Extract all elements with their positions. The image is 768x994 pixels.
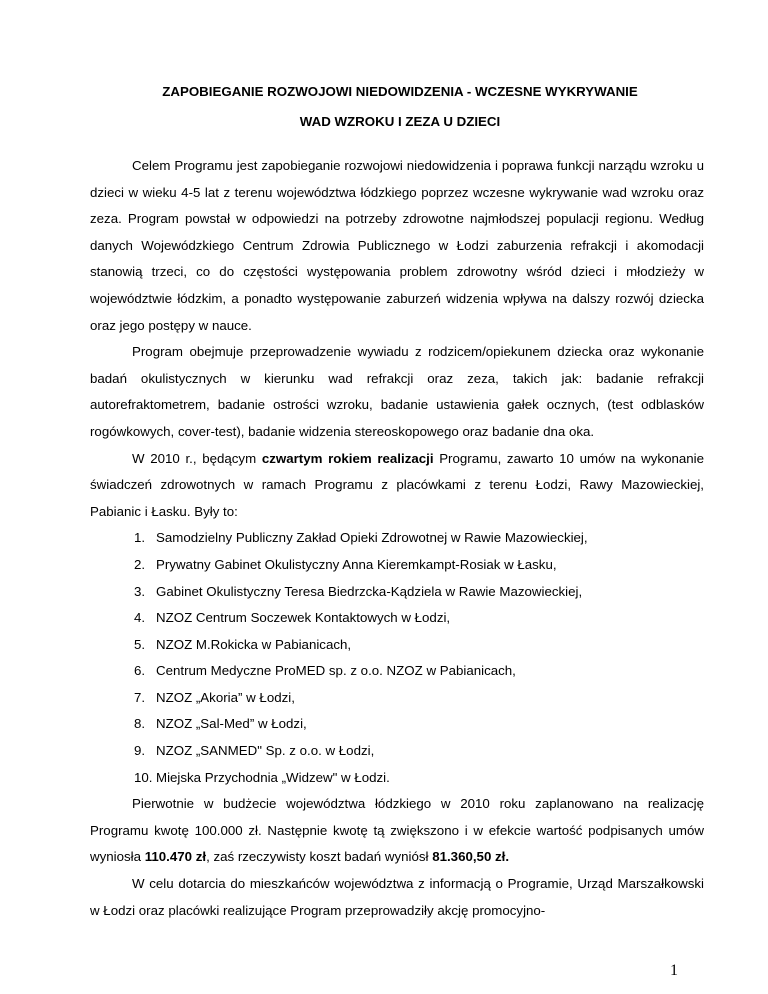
list-item-number: 10. — [134, 769, 153, 785]
list-item-text: Centrum Medyczne ProMED sp. z o.o. NZOZ w Pabianicach, — [156, 663, 516, 679]
list-item — [134, 632, 704, 659]
paragraph-4 — [90, 791, 704, 871]
paragraph-2: Program obejmuje przeprowadzenie wywiadu z rodzicem/opiekunem dziecka oraz wykonanie badań okulistycznych w kierunku wad refrakcji oraz zeza, takich jak: badanie refrakcji autorefraktometrem, badanie ostrości wzroku, badanie ustawienia gałek ocznych, (test odblasków rogówkowych, cover-test), badanie widzenia stereoskopowego oraz badanie dna oka. — [90, 344, 704, 439]
list-item-number: 6. — [134, 663, 146, 679]
list-item — [134, 552, 704, 579]
list-item-text: NZOZ „Sal-Med” w Łodzi, — [156, 716, 307, 732]
page-number: 1 — [670, 962, 678, 979]
actual-cost: 81.360,50 zł. — [432, 849, 510, 865]
list-item — [134, 525, 704, 552]
list-item — [134, 579, 704, 606]
list-item-text: NZOZ M.Rokicka w Pabianicach, — [156, 636, 352, 652]
list-item — [134, 658, 704, 685]
paragraph-3-part-a: W 2010 r., będącym — [132, 450, 262, 466]
list-item-text: Gabinet Okulistyczny Teresa Biedrzcka-Kądziela w Rawie Mazowieckiej, — [156, 583, 583, 599]
list-item-text: Prywatny Gabinet Okulistyczny Anna Kieremkampt-Rosiak w Łasku, — [156, 556, 557, 572]
list-item — [134, 765, 704, 792]
list-item — [134, 738, 704, 765]
list-item-number: 9. — [134, 743, 146, 759]
list-item-number: 8. — [134, 716, 146, 732]
list-item-text: Miejska Przychodnia „Widzew" w Łodzi. — [156, 769, 390, 785]
list-item — [134, 685, 704, 712]
facility-list — [90, 525, 704, 791]
list-item-number: 2. — [134, 556, 146, 572]
paragraph-4-part-b: , zaś rzeczywisty koszt badań wyniósł — [206, 849, 433, 865]
paragraph-1: Celem Programu jest zapobieganie rozwojowi niedowidzenia i poprawa funkcji narządu wzroku u dzieci w wieku 4-5 lat z terenu województwa łódzkiego poprzez wczesne wykrywanie wad wzroku oraz zeza. Program powstał w odpowiedzi na potrzeby zdrowotne najmłodszej populacji regionu. Według danych Wojewódzkiego Centrum Zdrowia Publicznego w Łodzi zaburzenia refrakcji i akomodacji stanowią trzeci, co do częstości występowania problem zdrowotny wśród dzieci i młodzieży w województwie łódzkim, a ponadto występowanie zaburzeń widzenia wpływa na dalszy rozwój dziecka oraz jego postępy w nauce. — [90, 158, 704, 333]
list-item-text: NZOZ „SANMED" Sp. z o.o. w Łodzi, — [156, 743, 375, 759]
document-body — [90, 153, 704, 924]
paragraph-3 — [90, 446, 704, 526]
list-item-number: 1. — [134, 530, 146, 546]
list-item-number: 3. — [134, 583, 146, 599]
contract-value: 110.470 zł — [144, 849, 207, 865]
list-item — [134, 605, 704, 632]
paragraph-3-bold: czwartym rokiem realizacji — [261, 450, 434, 466]
list-item-number: 5. — [134, 636, 146, 652]
document-title-line-2: WAD WZROKU I ZEZA U DZIECI — [299, 114, 501, 129]
paragraph-4-part-a: Pierwotnie w budżecie województwa łódzkiego w 2010 roku zaplanowano na realizację Programu kwotę 100.000 zł. Następnie kwotę tą zwiększono i w efekcie wartość podpisanych umów wyniosła — [90, 796, 704, 865]
list-item-text: NZOZ „Akoria” w Łodzi, — [156, 689, 295, 705]
paragraph-3-part-b: Programu, zawarto 10 umów na wykonanie świadczeń zdrowotnych w ramach Programu z placówkami z terenu Łodzi, Rawy Mazowieckiej, Pabianic i Łasku. Były to: — [90, 450, 704, 519]
list-item-text: NZOZ Centrum Soczewek Kontaktowych w Łodzi, — [156, 610, 451, 626]
list-item-number: 4. — [134, 610, 146, 626]
document-title-line-1: ZAPOBIEGANIE ROZWOJOWI NIEDOWIDZENIA - WCZESNE WYKRYWANIE — [162, 84, 638, 99]
paragraph-5: W celu dotarcia do mieszkańców województwa z informacją o Programie, Urząd Marszałkowski w Łodzi oraz placówki realizujące Program przeprowadziły akcję promocyjno- — [90, 876, 704, 918]
list-item-number: 7. — [134, 689, 146, 705]
list-item — [134, 711, 704, 738]
list-item-text: Samodzielny Publiczny Zakład Opieki Zdrowotnej w Rawie Mazowieckiej, — [156, 530, 588, 546]
